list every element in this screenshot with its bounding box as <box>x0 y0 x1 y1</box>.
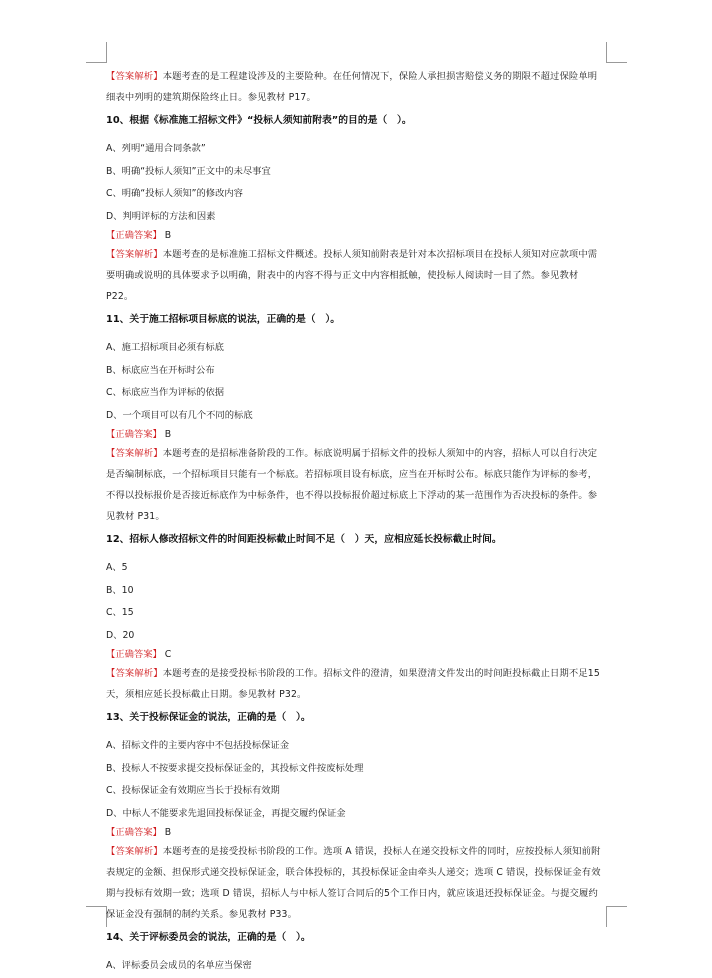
option-c: C、标底应当作为评标的依据 <box>106 387 225 398</box>
option-a: A、列明“通用合同条款” <box>106 143 206 154</box>
option-b: B、10 <box>106 584 134 596</box>
document-body <box>106 66 606 978</box>
explain-label: 【答案解析】 <box>106 668 163 679</box>
option-a: A、招标文件的主要内容中不包括投标保证金 <box>106 740 290 751</box>
explain-label: 【答案解析】 <box>106 448 163 459</box>
option-c: C、投标保证金有效期应当长于投标有效期 <box>106 785 280 796</box>
answer-label: 【正确答案】 <box>106 827 162 838</box>
explain-label: 【答案解析】 <box>106 846 163 857</box>
option-b: B、明确“投标人须知”正文中的未尽事宜 <box>106 165 271 177</box>
option-b: B、投标人不按要求提交投标保证金的，其投标文件按废标处理 <box>106 762 364 774</box>
answer-label: 【正确答案】 <box>106 429 162 440</box>
explanation-13: 【答案解析】本题考查的是接受投标书阶段的工作。选项 A 错误，投标人在递交投标文件的同时，应按投标人须知前附表规定的金额、担保形式递交投标保证金，联合体投标的，其投标保证金由牵头人递交；选项 C 错误，投标保证金有效期与投标有效期一致；选项 D 错误，招标人与中标人签订合同后的5个工作日内，就应该退还投标保证金。与提交履约保证金没有强制的制约关系。参见教材 P33。 <box>106 846 601 920</box>
answer-label: 【正确答案】 <box>106 649 162 660</box>
explanation-intro: 【答案解析】本题考查的是工程建设涉及的主要险种。在任何情况下，保险人承担损害赔偿义务的期限不超过保险单明细表中列明的建筑期保险终止日。参见教材 P17。 <box>106 71 598 103</box>
option-b: B、标底应当在开标时公布 <box>106 364 215 376</box>
explanation-10: 【答案解析】本题考查的是标准施工招标文件概述。投标人须知前附表是针对本次招标项目在投标人须知对应款项中需要明确或说明的具体要求予以明确，附表中的内容不得与正文中内容相抵触，使投标人阅读时一目了然。参见教材 P22。 <box>106 249 598 302</box>
correct-answer-13: 【正确答案】 B <box>106 827 172 838</box>
option-d: D、一个项目可以有几个不同的标底 <box>106 409 253 421</box>
explanation-12: 【答案解析】本题考查的是接受投标书阶段的工作。招标文件的澄清，如果澄清文件发出的时间距投标截止日期不足15天，须相应延长投标截止日期。参见教材 P32。 <box>106 668 600 700</box>
question-stem-10: 10、根据《标准施工招标文件》“投标人须知前附表”的目的是（ ）。 <box>106 115 412 126</box>
option-d: D、中标人不能要求先退回投标保证金，再提交履约保证金 <box>106 807 346 819</box>
corner-mark-top-left <box>86 42 107 63</box>
question-stem-13: 13、关于投标保证金的说法，正确的是（ ）。 <box>106 712 311 723</box>
corner-mark-bottom-left <box>86 906 107 927</box>
correct-answer-12: 【正确答案】 C <box>106 649 172 660</box>
answer-label: 【正确答案】 <box>106 230 162 241</box>
option-d: D、20 <box>106 629 135 641</box>
option-d: D、判明评标的方法和因素 <box>106 210 216 222</box>
explain-label: 【答案解析】 <box>106 249 163 260</box>
option-a: A、5 <box>106 562 128 573</box>
explain-label: 【答案解析】 <box>106 71 163 82</box>
correct-answer-10: 【正确答案】 B <box>106 230 172 241</box>
option-c: C、明确“投标人须知”的修改内容 <box>106 188 243 199</box>
question-stem-12: 12、招标人修改招标文件的时间距投标截止时间不足（ ）天，应相应延长投标截止时间。 <box>106 534 502 545</box>
corner-mark-bottom-right <box>606 906 627 927</box>
explanation-11: 【答案解析】本题考查的是招标准备阶段的工作。标底说明属于招标文件的投标人须知中的内容，招标人可以自行决定是否编制标底，一个招标项目只能有一个标底。若招标项目设有标底，应当在开标时公布。标底只能作为评标的参考，不得以投标报价是否接近标底作为中标条件，也不得以投标报价超过标底上下浮动的某一范围作为否决投标的条件。参见教材 P31。 <box>106 448 598 522</box>
corner-mark-top-right <box>606 42 627 63</box>
option-a: A、评标委员会成员的名单应当保密 <box>106 960 252 971</box>
question-stem-11: 11、关于施工招标项目标底的说法，正确的是（ ）。 <box>106 314 341 325</box>
option-c: C、15 <box>106 607 134 618</box>
option-a: A、施工招标项目必须有标底 <box>106 342 224 353</box>
correct-answer-11: 【正确答案】 B <box>106 429 172 440</box>
question-stem-14: 14、关于评标委员会的说法，正确的是（ ）。 <box>106 932 311 943</box>
